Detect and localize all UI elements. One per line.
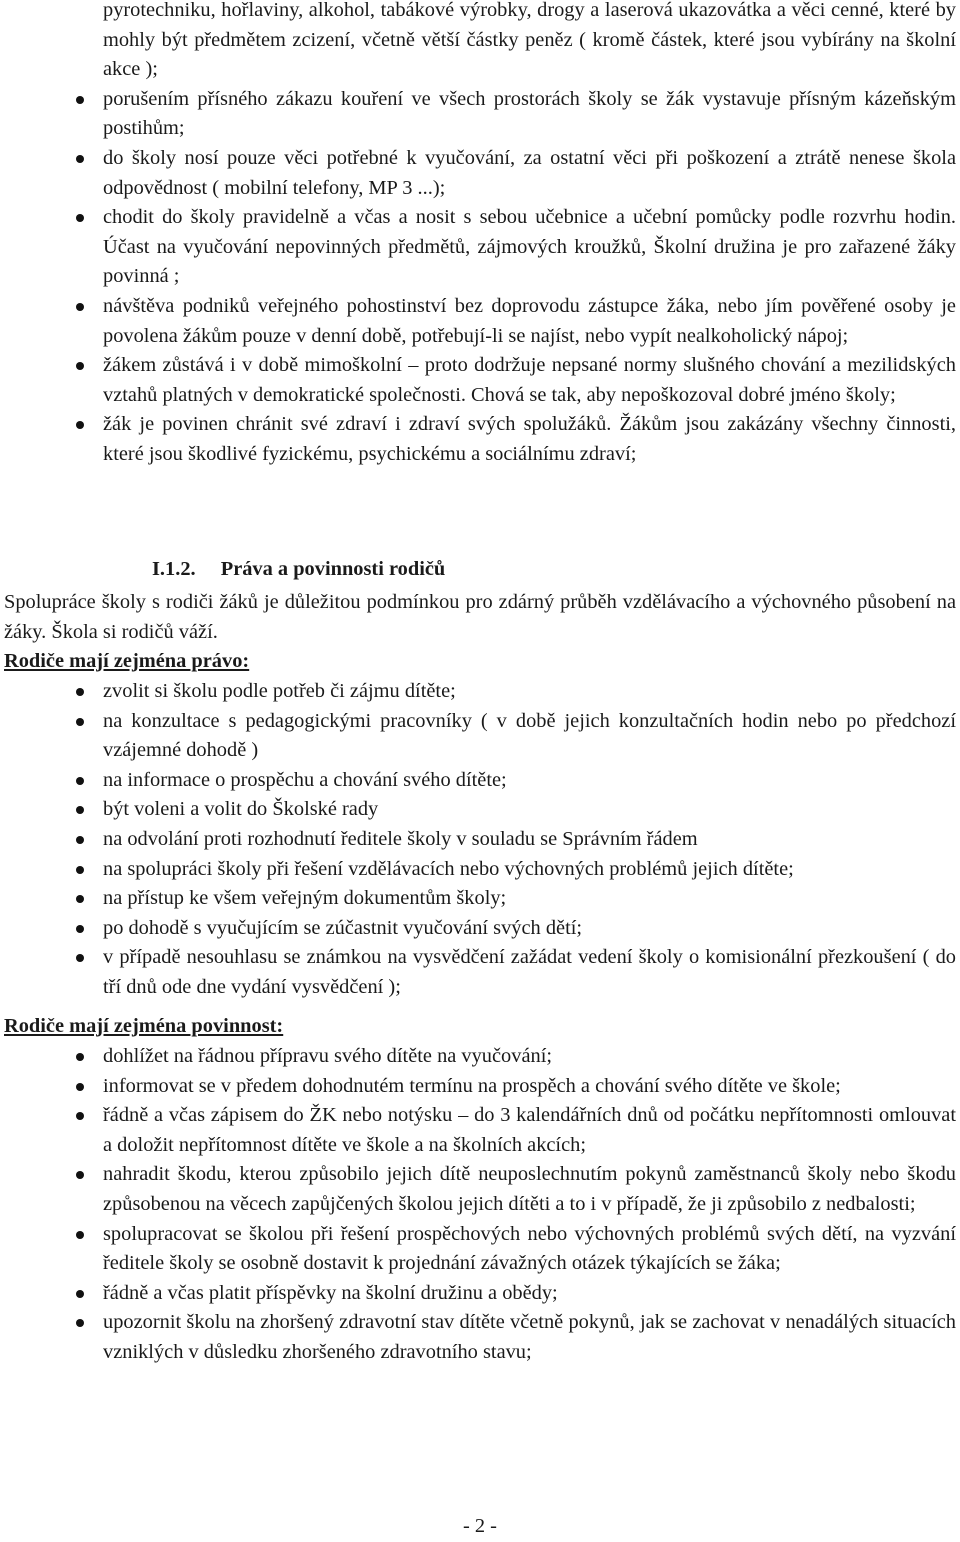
list-item: žákem zůstává i v době mimoškolní – proto dodržuje nepsané normy slušného chování a mezilidských vztahů platných v demokratické společnosti. Chová se tak, aby nepoškozoval dobré jméno školy;: [0, 351, 960, 410]
list-item: v případě nesouhlasu se známkou na vysvědčení zažádat vedení školy o komisionální přezkoušení ( do tří dnů ode dne vydání vysvědčení );: [0, 943, 960, 1002]
list-item: chodit do školy pravidelně a včas a nosit s sebou učebnice a učební pomůcky podle rozvrhu hodin. Účast na vyučování nepovinných předmětů, zájmových kroužků, Školní družina je pro zařazené žáky povinná ;: [0, 203, 960, 292]
rights-heading-text: Rodiče mají zejména právo:: [4, 650, 250, 672]
list-item: řádně a včas platit příspěvky na školní družinu a obědy;: [0, 1279, 960, 1309]
list-item: návštěva podniků veřejného pohostinství bez doprovodu zástupce žáka, nebo jím pověřené osoby je povolena žákům pouze v denní době, potřebují-li se najíst, nebo vypít nealkoholický nápoj;: [0, 292, 960, 351]
section-heading: [152, 555, 445, 585]
list-item: pyrotechniku, hořlaviny, alkohol, tabákové výrobky, drogy a laserová ukazovátka a věci cenné, které by mohly být předmětem zcizení, včetně větší částky peněz ( kromě částek, které jsou vybírány na školní akce );: [103, 0, 956, 81]
list-item: zvolit si školu podle potřeb či zájmu dítěte;: [0, 677, 960, 707]
list-item: řádně a včas zápisem do ŽK nebo notýsku – do 3 kalendářních dnů od počátku nepřítomnosti omlouvat a doložit nepřítomnost dítěte ve škole a na školních akcích;: [0, 1101, 960, 1160]
list-item: po dohodě s vyučujícím se zúčastnit vyučování svých dětí;: [0, 914, 960, 944]
list-item: na informace o prospěchu a chování svého dítěte;: [0, 766, 960, 796]
list-item: porušením přísného zákazu kouření ve všech prostorách školy se žák vystavuje přísným kázeňským postihům;: [0, 85, 960, 144]
list-item: na spolupráci školy při řešení vzdělávacích nebo výchovných problémů jejich dítěte;: [0, 855, 960, 885]
list-item: na konzultace s pedagogickými pracovníky ( v době jejich konzultačních hodin nebo po předchozí vzájemné dohodě ): [0, 707, 960, 766]
student-rules-list: [0, 0, 960, 470]
list-item: být voleni a volit do Školské rady: [0, 795, 960, 825]
list-item: žák je povinen chránit své zdraví i zdraví svých spolužáků. Žákům jsou zakázány všechny činnosti, které jsou škodlivé fyzickému, psychickému a sociálnímu zdraví;: [0, 410, 960, 469]
list-item: do školy nosí pouze věci potřebné k vyučování, za ostatní věci při poškození a ztrátě nenese škola odpovědnost ( mobilní telefony, MP 3 ...);: [0, 144, 960, 203]
page-number: - 2 -: [463, 1515, 497, 1537]
intro-paragraph: Spolupráce školy s rodiči žáků je důležitou podmínkou pro zdárný průběh vzdělávacího a výchovného působení na žáky. Škola si rodičů váží.: [4, 591, 956, 643]
duties-heading: [4, 1012, 956, 1042]
list-item: na přístup ke všem veřejným dokumentům školy;: [0, 884, 960, 914]
list-item: upozornit školu na zhoršený zdravotní stav dítěte včetně pokynů, jak se zachovat v nenadálých situacích vzniklých v důsledku zhoršeného zdravotního stavu;: [0, 1308, 960, 1367]
list-item: spolupracovat se školou při řešení prospěchových nebo výchovných problémů svých dětí, na vyzvání ředitele školy se osobně dostavit k projednání závažných otázek týkajících se žáka;: [0, 1220, 960, 1279]
list-item: informovat se v předem dohodnutém termínu na prospěch a chování svého dítěte ve škole;: [0, 1072, 960, 1102]
parent-duties-list: [0, 1042, 960, 1368]
list-item: dohlížet na řádnou přípravu svého dítěte na vyučování;: [0, 1042, 960, 1072]
rights-heading: [4, 647, 956, 677]
parent-rights-list: [0, 677, 960, 1003]
list-item: nahradit škodu, kterou způsobilo jejich dítě neuposlechnutím pokynů zaměstnanců školy nebo škodu způsobenou na věcech zapůjčených školou jejich dítěti a to i v případě, že ji způsobilo z nedbalosti;: [0, 1160, 960, 1219]
section-number: I.1.2.: [152, 558, 196, 580]
duties-heading-text: Rodiče mají zejména povinnost:: [4, 1015, 284, 1037]
list-item: na odvolání proti rozhodnutí ředitele školy v souladu se Správním řádem: [0, 825, 960, 855]
section-title: Práva a povinnosti rodičů: [220, 558, 446, 580]
